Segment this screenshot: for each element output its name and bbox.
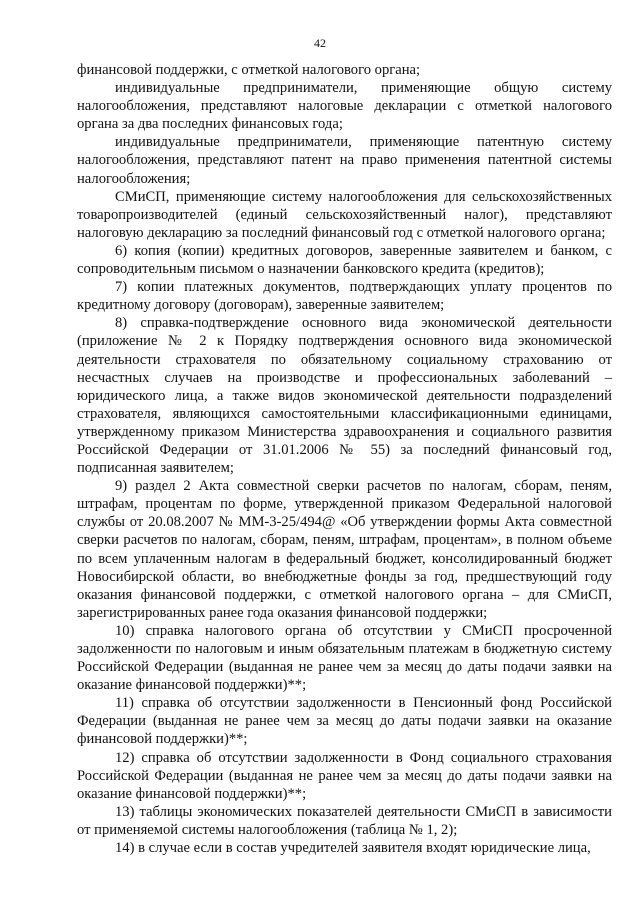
page-number: 42 bbox=[314, 36, 326, 50]
list-item: 8) справка-подтверждение основного вида экономической деятельности (приложение № 2 к Порядку подтверждения основного вида экономической деятельности страхователя по обязательному социальному страхованию от несчастных случаев на производстве и профессиональных заболеваний – юридического лица, а также видов экономической деятельности подразделений страхователя, являющихся самостоятельными классификационными единицами, утвержденному приказом Министерства здравоохранения и социального развития Российской Федерации от 31.01.2006 № 55) за последний финансовый год, подписанная заявителем; bbox=[77, 315, 612, 477]
list-item: 6) копия (копии) кредитных договоров, заверенные заявителем и банком, с сопроводительным письмом о назначении банковского кредита (кредитов); bbox=[77, 242, 612, 278]
list-item: 14) в случае если в состав учредителей заявителя входят юридические лица, bbox=[115, 840, 591, 857]
paragraph: финансовой поддержки, с отметкой налогового органа; bbox=[77, 62, 421, 78]
document-body bbox=[77, 61, 612, 857]
list-item: 7) копии платежных документов, подтверждающих уплату процентов по кредитному договору (договорам), заверенные заявителем; bbox=[77, 279, 612, 314]
paragraph: индивидуальные предприниматели, применяющие патентную систему налогообложения, представляют патент на право применения патентной системы налогообложения; bbox=[77, 134, 612, 187]
paragraph: индивидуальные предприниматели, применяющие общую систему налогообложения, представляют налоговые декларации с отметкой налогового органа за два последних финансовых года; bbox=[77, 80, 612, 133]
list-item: 12) справка об отсутствии задолженности в Фонд социального страхования Российской Федерации (выданная не ранее чем за месяц до даты подачи заявки на оказание финансовой поддержки)**; bbox=[77, 749, 612, 802]
list-item: 11) справка об отсутствии задолженности в Пенсионный фонд Российской Федерации (выданная не ранее чем за месяц до даты подачи заявки на оказание финансовой поддержки)**; bbox=[77, 695, 612, 748]
paragraph: СМиСП, применяющие систему налогообложения для сельскохозяйственных товаропроизводителей (единый сельскохозяйственный налог), представляют налоговую декларацию за последний финансовый год с отметкой налогового органа; bbox=[77, 188, 612, 241]
list-item: 13) таблицы экономических показателей деятельности СМиСП в зависимости от применяемой системы налогообложения (таблица № 1, 2); bbox=[77, 803, 612, 838]
list-item: 10) справка налогового органа об отсутствии у СМиСП просроченной задолженности по налоговым и иным обязательным платежам в бюджетную систему Российской Федерации (выданная не ранее чем за месяц до даты подачи заявки на оказание финансовой поддержки)**; bbox=[77, 622, 612, 694]
list-item: 9) раздел 2 Акта совместной сверки расчетов по налогам, сборам, пеням, штрафам, процентам по форме, утвержденной приказом Федеральной налоговой службы от 20.08.2007 № ММ-3-25/494@ «Об утверждении формы Акта совместной сверки расчетов по налогам, сборам, пеням, штрафам, процентам», в полном объеме по всем уплаченным налогам в федеральный бюджет, консолидированный бюджет Новосибирской области, во внебюджетные фонды за год, предшествующий году оказания финансовой поддержки, с отметкой налогового органа – для СМиСП, зарегистрированных ранее года оказания финансовой поддержки; bbox=[77, 478, 612, 621]
